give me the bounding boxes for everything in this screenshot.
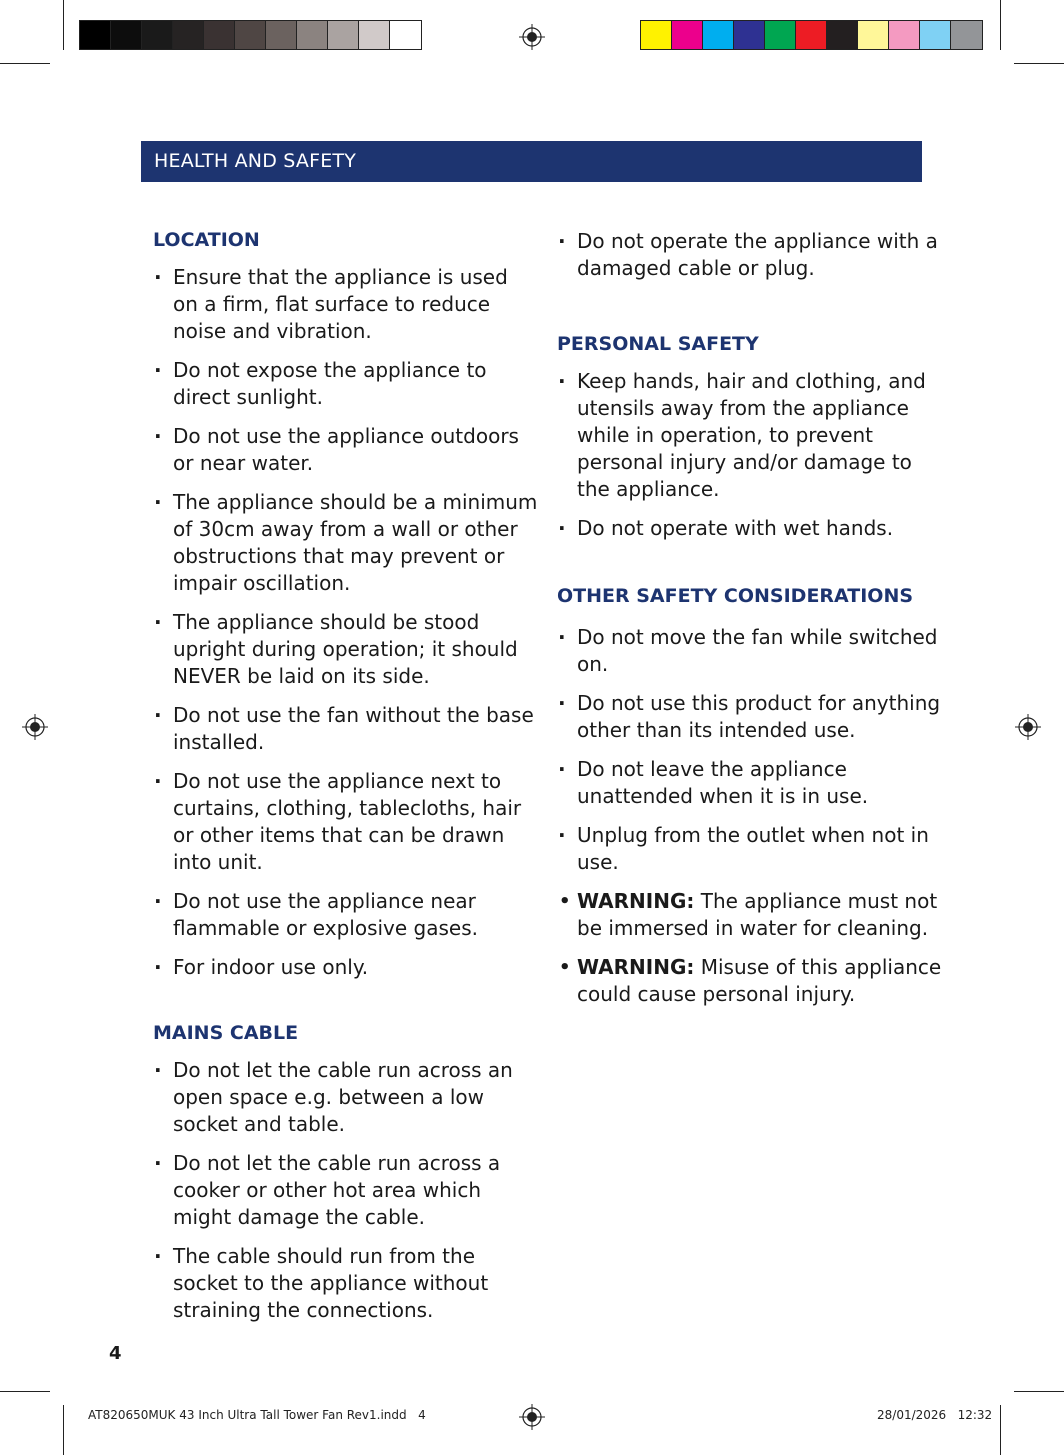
list-item: · Do not leave the appliance unattended when it is in use. bbox=[557, 756, 942, 810]
color-swatch bbox=[297, 21, 328, 49]
color-swatch bbox=[765, 21, 796, 49]
other-safety-list bbox=[557, 624, 942, 1008]
page-number: 4 bbox=[109, 1343, 122, 1364]
grayscale-color-bar bbox=[79, 20, 422, 50]
color-swatch bbox=[889, 21, 920, 49]
list-item: · Do not move the fan while switched on. bbox=[557, 624, 942, 678]
color-swatch bbox=[672, 21, 703, 49]
list-item: · Do not use the appliance next to curtains, clothing, tablecloths, hair or other items that can be drawn into unit. bbox=[153, 768, 538, 876]
registration-mark-icon bbox=[22, 714, 48, 740]
list-item: · Do not use the appliance near flammable or explosive gases. bbox=[153, 888, 538, 942]
crop-mark bbox=[0, 63, 50, 64]
color-swatch bbox=[80, 21, 111, 49]
color-swatch bbox=[359, 21, 390, 49]
crop-mark bbox=[1014, 1391, 1064, 1392]
color-swatch bbox=[796, 21, 827, 49]
warning-label: WARNING: bbox=[577, 889, 695, 913]
color-swatch bbox=[204, 21, 235, 49]
other-safety-heading: OTHER SAFETY CONSIDERATIONS bbox=[557, 585, 914, 607]
crop-mark bbox=[63, 1405, 64, 1455]
crop-mark bbox=[63, 0, 64, 50]
list-item: · The appliance should be stood upright during operation; it should NEVER be laid on its side. bbox=[153, 609, 538, 690]
registration-mark-icon bbox=[1015, 714, 1041, 740]
color-swatch bbox=[142, 21, 173, 49]
color-swatch bbox=[641, 21, 672, 49]
warning-label: WARNING: bbox=[577, 955, 695, 979]
mains-cable-heading: MAINS CABLE bbox=[153, 1022, 299, 1044]
warning-item bbox=[557, 888, 942, 942]
color-swatch bbox=[328, 21, 359, 49]
list-item: · Do not use the fan without the base installed. bbox=[153, 702, 538, 756]
list-item: · Do not let the cable run across a cooker or other hot area which might damage the cable. bbox=[153, 1150, 538, 1231]
registration-mark-icon bbox=[519, 1404, 545, 1430]
color-swatch bbox=[734, 21, 765, 49]
personal-safety-heading: PERSONAL SAFETY bbox=[557, 333, 759, 355]
list-item: · Do not let the cable run across an open space e.g. between a low socket and table. bbox=[153, 1057, 538, 1138]
list-item: · Unplug from the outlet when not in use. bbox=[557, 822, 942, 876]
color-swatch bbox=[111, 21, 142, 49]
mains-cable-list bbox=[153, 1057, 538, 1324]
list-item: · Ensure that the appliance is used on a firm, flat surface to reduce noise and vibration. bbox=[153, 264, 538, 345]
left-column bbox=[153, 228, 538, 1336]
color-swatch bbox=[266, 21, 297, 49]
crop-mark bbox=[1000, 1405, 1001, 1455]
warning-text: The appliance must not be immersed in water for cleaning. bbox=[577, 889, 938, 940]
location-heading: LOCATION bbox=[153, 229, 260, 251]
color-swatch bbox=[235, 21, 266, 49]
registration-mark-icon bbox=[519, 24, 545, 50]
color-swatch bbox=[858, 21, 889, 49]
footer-filename: AT820650MUK 43 Inch Ultra Tall Tower Fan Rev1.indd 4 bbox=[88, 1408, 426, 1422]
page-title: HEALTH AND SAFETY bbox=[154, 150, 357, 172]
color-swatch bbox=[827, 21, 858, 49]
warning-text: Misuse of this appliance could cause personal injury. bbox=[577, 955, 942, 1006]
footer-timestamp: 28/01/2026 12:32 bbox=[877, 1408, 993, 1422]
section-header bbox=[141, 141, 922, 182]
warning-item bbox=[557, 954, 942, 1008]
color-swatch bbox=[951, 21, 982, 49]
color-swatch bbox=[920, 21, 951, 49]
crop-mark bbox=[0, 1391, 50, 1392]
crop-mark bbox=[1014, 63, 1064, 64]
list-item: · Do not use this product for anything other than its intended use. bbox=[557, 690, 942, 744]
list-item: · The appliance should be a minimum of 30cm away from a wall or other obstructions that may prevent or impair oscillation. bbox=[153, 489, 538, 597]
list-item: · Do not use the appliance outdoors or near water. bbox=[153, 423, 538, 477]
color-swatch bbox=[390, 21, 421, 49]
list-item: · Do not operate with wet hands. bbox=[557, 515, 942, 542]
location-list bbox=[153, 264, 538, 981]
color-swatch bbox=[173, 21, 204, 49]
list-item: · The cable should run from the socket to the appliance without straining the connections. bbox=[153, 1243, 538, 1324]
right-column bbox=[557, 228, 942, 1020]
list-item: · For indoor use only. bbox=[153, 954, 538, 981]
personal-safety-list bbox=[557, 368, 942, 542]
color-swatch bbox=[703, 21, 734, 49]
cmyk-color-bar bbox=[640, 20, 983, 50]
list-item: · Do not expose the appliance to direct sunlight. bbox=[153, 357, 538, 411]
list-item: · Keep hands, hair and clothing, and utensils away from the appliance while in operation, to prevent personal injury and/or damage to the appliance. bbox=[557, 368, 942, 503]
continued-list bbox=[557, 228, 942, 282]
list-item: · Do not operate the appliance with a damaged cable or plug. bbox=[557, 228, 942, 282]
crop-mark bbox=[1000, 0, 1001, 50]
